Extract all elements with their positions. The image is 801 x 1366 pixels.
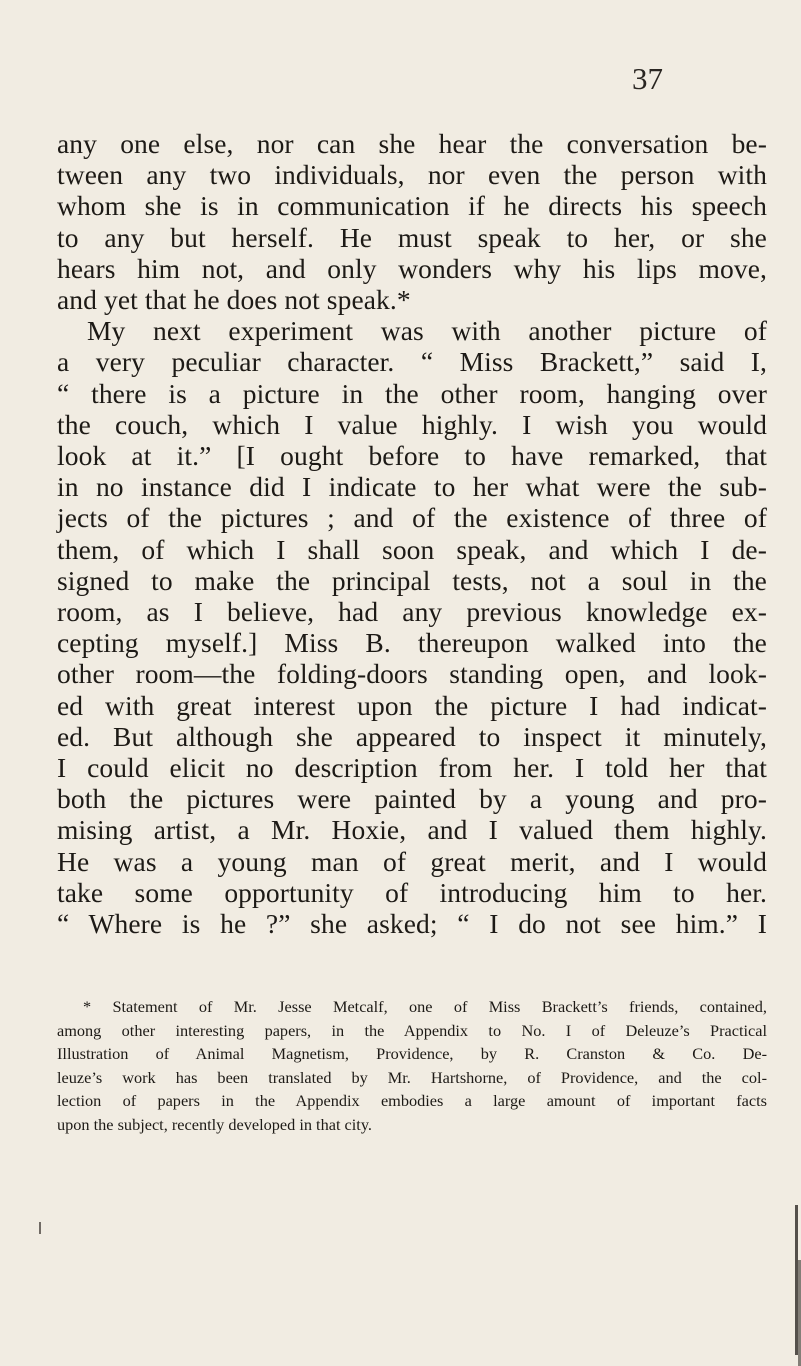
body-line: tween any two individuals, nor even the person with xyxy=(57,159,767,191)
body-line: in no instance did I indicate to her what were the sub- xyxy=(57,471,767,503)
page-number: 37 xyxy=(632,61,663,96)
body-line: look at it.” [I ought before to have remarked, that xyxy=(57,440,767,472)
footnote-line: among other interesting papers, in the Appendix to No. I of Deleuze’s Practical xyxy=(57,1020,767,1040)
body-line: and yet that he does not speak.* xyxy=(57,284,411,316)
body-line: other room—the folding-doors standing open, and look- xyxy=(57,658,767,690)
body-line: any one else, nor can she hear the conversation be- xyxy=(57,128,767,159)
body-line: My next experiment was with another picture of xyxy=(87,315,767,347)
body-line: “ Where is he ?” she asked; “ I do not see him.” I xyxy=(57,908,767,940)
body-line: whom she is in communication if he directs his speech xyxy=(57,190,767,222)
body-line: ed with great interest upon the picture I had indicat- xyxy=(57,689,767,721)
body-line: room, as I believe, had any previous knowledge ex- xyxy=(57,596,767,628)
body-line: mising artist, a Mr. Hoxie, and I valued them highly. xyxy=(57,814,767,846)
footnote-line: upon the subject, recently developed in that city. xyxy=(57,1114,372,1134)
footnote-line: * Statement of Mr. Jesse Metcalf, one of Miss Brackett’s friends, contained, xyxy=(83,997,767,1016)
body-line: hears him not, and only wonders why his lips move, xyxy=(57,252,767,284)
body-line: “ there is a picture in the other room, hanging over xyxy=(57,377,767,409)
body-line: them, of which I shall soon speak, and which I de- xyxy=(57,533,767,565)
body-line: the couch, which I value highly. I wish you would xyxy=(57,408,767,440)
body-line: cepting myself.] Miss B. thereupon walked into the xyxy=(57,627,767,659)
body-line: signed to make the principal tests, not a soul in the xyxy=(57,564,767,596)
body-line: ed. But although she appeared to inspect it minutely, xyxy=(57,720,767,752)
body-line: both the pictures were painted by a young and pro- xyxy=(57,783,767,815)
body-line: to any but herself. He must speak to her, or she xyxy=(57,221,767,253)
body-line: a very peculiar character. “ Miss Brackett,” said I, xyxy=(57,346,767,378)
scan-speck xyxy=(39,1222,41,1234)
footnote-line: lection of papers in the Appendix embodies a large amount of important facts xyxy=(57,1091,767,1111)
body-line: jects of the pictures ; and of the existence of three of xyxy=(57,502,767,534)
body-line: He was a young man of great merit, and I would xyxy=(57,845,767,877)
body-line: I could elicit no description from her. I told her that xyxy=(57,752,767,784)
body-line: take some opportunity of introducing him to her. xyxy=(57,876,767,908)
footnote-line: Illustration of Animal Magnetism, Providence, by R. Cranston & Co. De- xyxy=(57,1044,767,1064)
footnote xyxy=(57,995,767,1137)
body-text xyxy=(57,128,767,939)
footnote-line: leuze’s work has been translated by Mr. Hartshorne, of Providence, and the col- xyxy=(57,1067,767,1087)
